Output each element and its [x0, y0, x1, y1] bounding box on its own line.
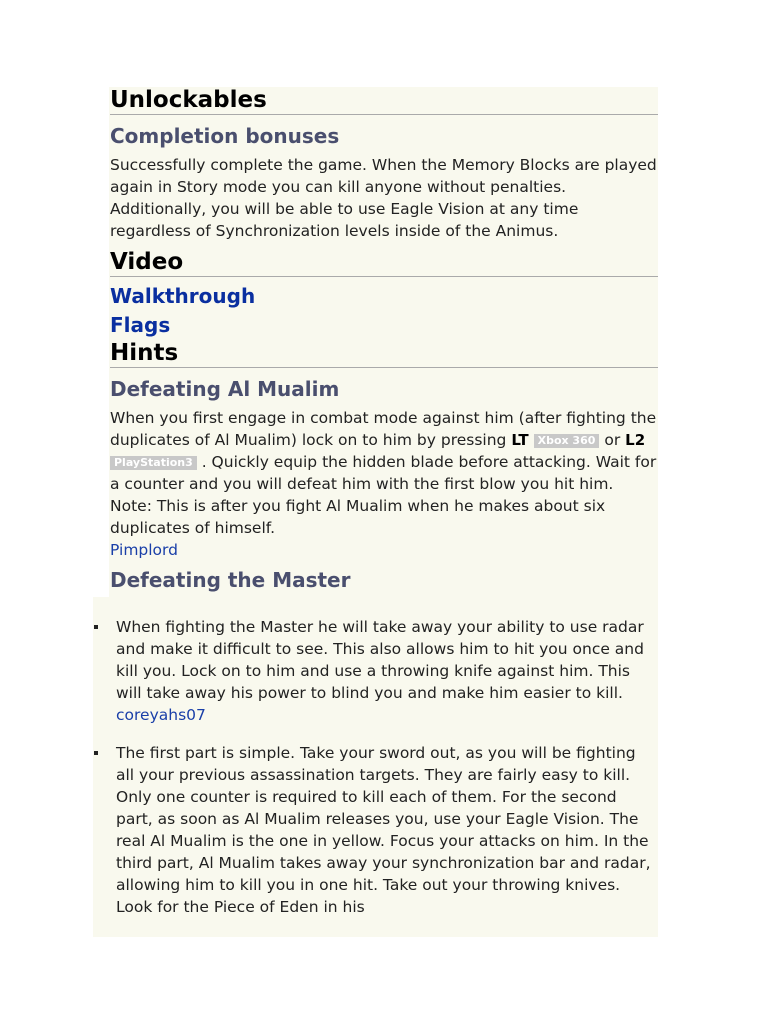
hint-text-part-2: . Quickly equip the hidden blade before attacking. Wait for a counter and you will defeat him with the first blow you hit him. Note: This is after you fight Al Mualim when he makes about six duplicates of himself.: [110, 453, 657, 537]
video-heading: Video: [110, 249, 658, 277]
list-item: [93, 616, 658, 726]
bullet-icon: [94, 751, 98, 755]
l2-button-label: L2: [625, 431, 646, 449]
list-item: [93, 742, 658, 918]
xbox-360-badge: Xbox 360: [534, 434, 600, 448]
list-item-text: When fighting the Master he will take away your ability to use radar and make it difficult to see. This also allows him to hit you once and kill you. Lock on to him and use a throwing knife against him. This will take away his power to blind you and make him easier to kill.: [116, 618, 644, 702]
walkthrough-link[interactable]: Walkthrough: [110, 284, 256, 308]
video-links: [110, 282, 658, 340]
defeating-al-mualim-text: [110, 407, 658, 561]
master-hints-list: [93, 616, 658, 934]
completion-bonuses-heading: Completion bonuses: [110, 124, 340, 148]
playstation3-badge: PlayStation3: [110, 456, 197, 470]
or-text: or: [604, 431, 621, 449]
hint-text-part-1: When you first engage in combat mode against him (after fighting the duplicates of Al Mualim) lock on to him by pressing: [110, 409, 657, 449]
unlockables-heading: Unlockables: [110, 87, 658, 115]
hints-heading: Hints: [110, 340, 658, 368]
article-content: [110, 87, 658, 593]
lt-button-label: LT: [511, 431, 529, 449]
list-item-text: The first part is simple. Take your sword out, as you will be fighting all your previous assassination targets. They are fairly easy to kill. Only one counter is required to kill each of them. For the second part, as soon as Al Mualim releases you, use your Eagle Vision. The real Al Mualim is the one in yellow. Focus your attacks on him. In the third part, Al Mualim takes away your synchronization bar and radar, allowing him to kill you in one hit. Take out your throwing knives. Look for the Piece of Eden in his: [116, 744, 651, 916]
author-link-pimplord[interactable]: Pimplord: [110, 541, 178, 559]
bullet-icon: [94, 625, 98, 629]
defeating-the-master-heading: Defeating the Master: [110, 568, 351, 592]
defeating-al-mualim-heading: Defeating Al Mualim: [110, 377, 340, 401]
completion-bonuses-text: Successfully complete the game. When the Memory Blocks are played again in Story mode you can kill anyone without penalties. Additionally, you will be able to use Eagle Vision at any time regardless of Synchronization levels inside of the Animus.: [110, 156, 657, 240]
flags-link[interactable]: Flags: [110, 313, 171, 337]
author-link-coreyahs07[interactable]: coreyahs07: [116, 706, 206, 724]
